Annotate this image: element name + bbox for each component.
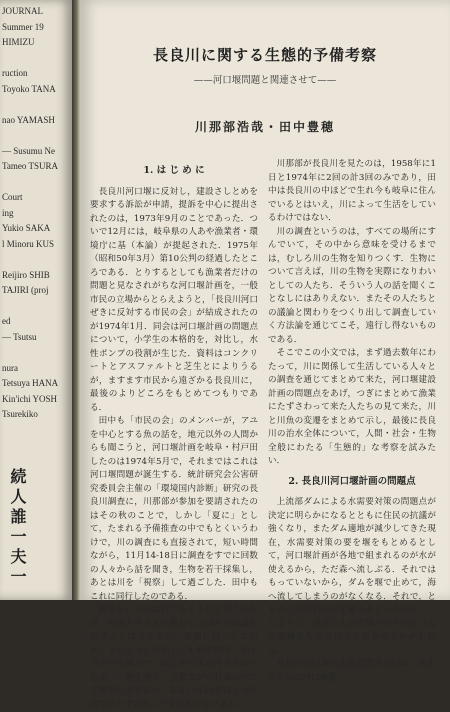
facing-page-line: nao YAMASH [2,114,55,125]
facing-page-line: ed [2,316,11,326]
body-paragraph: 長良川河口堰に反対し，建設さしとめを要求する訴訟が申請，提訴を中心に提出されたのは，1973年9月のことであった．ついで12月には，岐阜県の人あや漁業者・環境庁に基（本論）が提起された．1975年（昭和50年3月）第10公判の経過したところである．とりするとしても漁業者だけの問題と見なされがちな河口堰計画を，一般市民の立場からとらえようと，「長良川河口ぜきに反対する市民の会」が結成されたのが1974年1月．同会は河口堰計画の問題点について，小学生の本格的を，対比し，水性ポンプの役割が生じた．資料はコンクリートとアスファルトと芝生とによりうるが，ますます市民から遠ざかる長良川に，最後のよりどころをもとめてつもりである． [90,186,258,413]
facing-page-line: JOURNAL [2,6,44,16]
facing-page-line: Tsurekiko [2,409,38,419]
facing-page-line: Court [2,192,23,202]
body-paragraph: 長良川河口堰の水資源開発公団は，治水のために河口堰建 [268,659,436,683]
body-paragraph: 科学というのは何でもそうだと思うのだが，時間と手と人の数なしにはその結論を出すことはできない．最初に行ったこのか，どのように区別しても科学的を，不十分か不正確かで，はじめて求め得るものである．一般生物も，当然ながら日本の中で生態学に手を染め，あるいは10年ほどは産生学にたずさわって来た私どもである． [90,605,258,710]
facing-page-line: Tameo TSURA [2,161,58,171]
facing-page-vertical-text: 続人誰一夫一 [8,468,27,588]
facing-page-line: nura [2,362,18,373]
body-paragraph: 田中も「市民の会」のメンバーが，アユを中心とする魚の話を，地元以外の人間からも聞こうと，河口堰計画を岐阜・村戸田したのは1974年5月で，それまではこれは河口堰問題が誕生する．統計研究会公害研究委員会主催の「環境国内診断」研究の長良川調査に，川那部が参加を要請されたのはその秋のことで，しかし「夏に」として，たまれる予備推査の中でもとくいうわけで，川の調査にも直接されて，短い時間ながら，11月14-18日に調査をすでに回数の人々から話を聞き，生物を若干採集し，あとは川を「視察」して過ごした．田中もこれに同行したのである． [90,416,258,602]
facing-page-line: ruction [2,68,28,78]
facing-page-line: Tetsuya HANA [2,378,59,388]
body-paragraph: 川那部が長良川を見たのは，1958年に1日と1974年に2回の計3回のみであり，田中は長良川の中ほどで生れ今も岐阜に住んでいるとはいえ，川によって生活をしているわけではない． [268,159,436,223]
article-subtitle: ——河口堰問題と関連させて—— [193,75,337,86]
facing-page-line: Reijiro SHIB [2,269,50,280]
facing-page [0,0,72,600]
body-paragraph: 上流部ダムによる水需要対策の問題点が決定に明らかになるとともに住民の抗議が強くなり，またダム適地が減少してきた現在，水需要対策の要を堰をもとめるとして，河口堰計画が各地で組まれるのが水が使えるから，ただ森へ流しぶる．それではもっていないから，ダムを堰で止めて，海へ流してしまうのがなくなる．それで，ともかく経済的に水を蓄えるというのは，このように，地方に人の立場からそのような水利権をもちつけるものかもうかがわれる． [268,497,436,656]
facing-page-line: — Susumu Ne [2,145,56,156]
article-page [80,0,450,710]
facing-page-line: ing [2,207,14,218]
facing-page-line: l Minoru KUS [2,238,55,249]
facing-page-line: TAJIRI (proj [2,285,49,295]
facing-page-line: Toyoko TANA [2,83,56,94]
section-heading: 1. は じ め に [143,165,205,176]
article-authors: 川那部浩哉・田中豊穂 [194,120,335,134]
article-title: 長良川に関する生態的予備考察 [152,46,377,64]
facing-page-line: Yukio SAKA [2,223,51,233]
section-heading: 2. 長良川河口堰計画の問題点 [288,475,416,487]
body-paragraph: そこでこの小文では，まず過去数年にわたって，川に関係して生活している人々との調査を通じてまとめて来た，河口堰建設計画の問題点をあげ，つぎにまとめて漁業にたずさわって来た人たちの見て来た，川と川魚の変遷をまとめて示し，最後に長良川の治水全体について，人間・社会・生物全般にわたる「生態的」な考察を試みたい． [268,348,436,466]
facing-page-line: Summer 19 [2,21,44,32]
facing-page-line: — Tsutsu [2,331,37,342]
facing-page-line: Kin'ichi YOSH [2,393,58,404]
book-gutter [72,0,80,600]
right-column [268,158,436,685]
left-column [90,158,258,712]
facing-page-line: HIMIZU [2,37,35,47]
body-paragraph: 川の調査というのは，すべての場所にすんでいて，その中から意味を受けるまでは，むしろ川の生物を知りつくす．生物について言えば，川の生物を実際になりわいとしての人たち．そういう人の話を聞くことなしにはありえない．またその人たちとの議論と関わりをつくり出して調査していく方法論を通じてこそ，遠行し得ないものである． [268,226,436,345]
